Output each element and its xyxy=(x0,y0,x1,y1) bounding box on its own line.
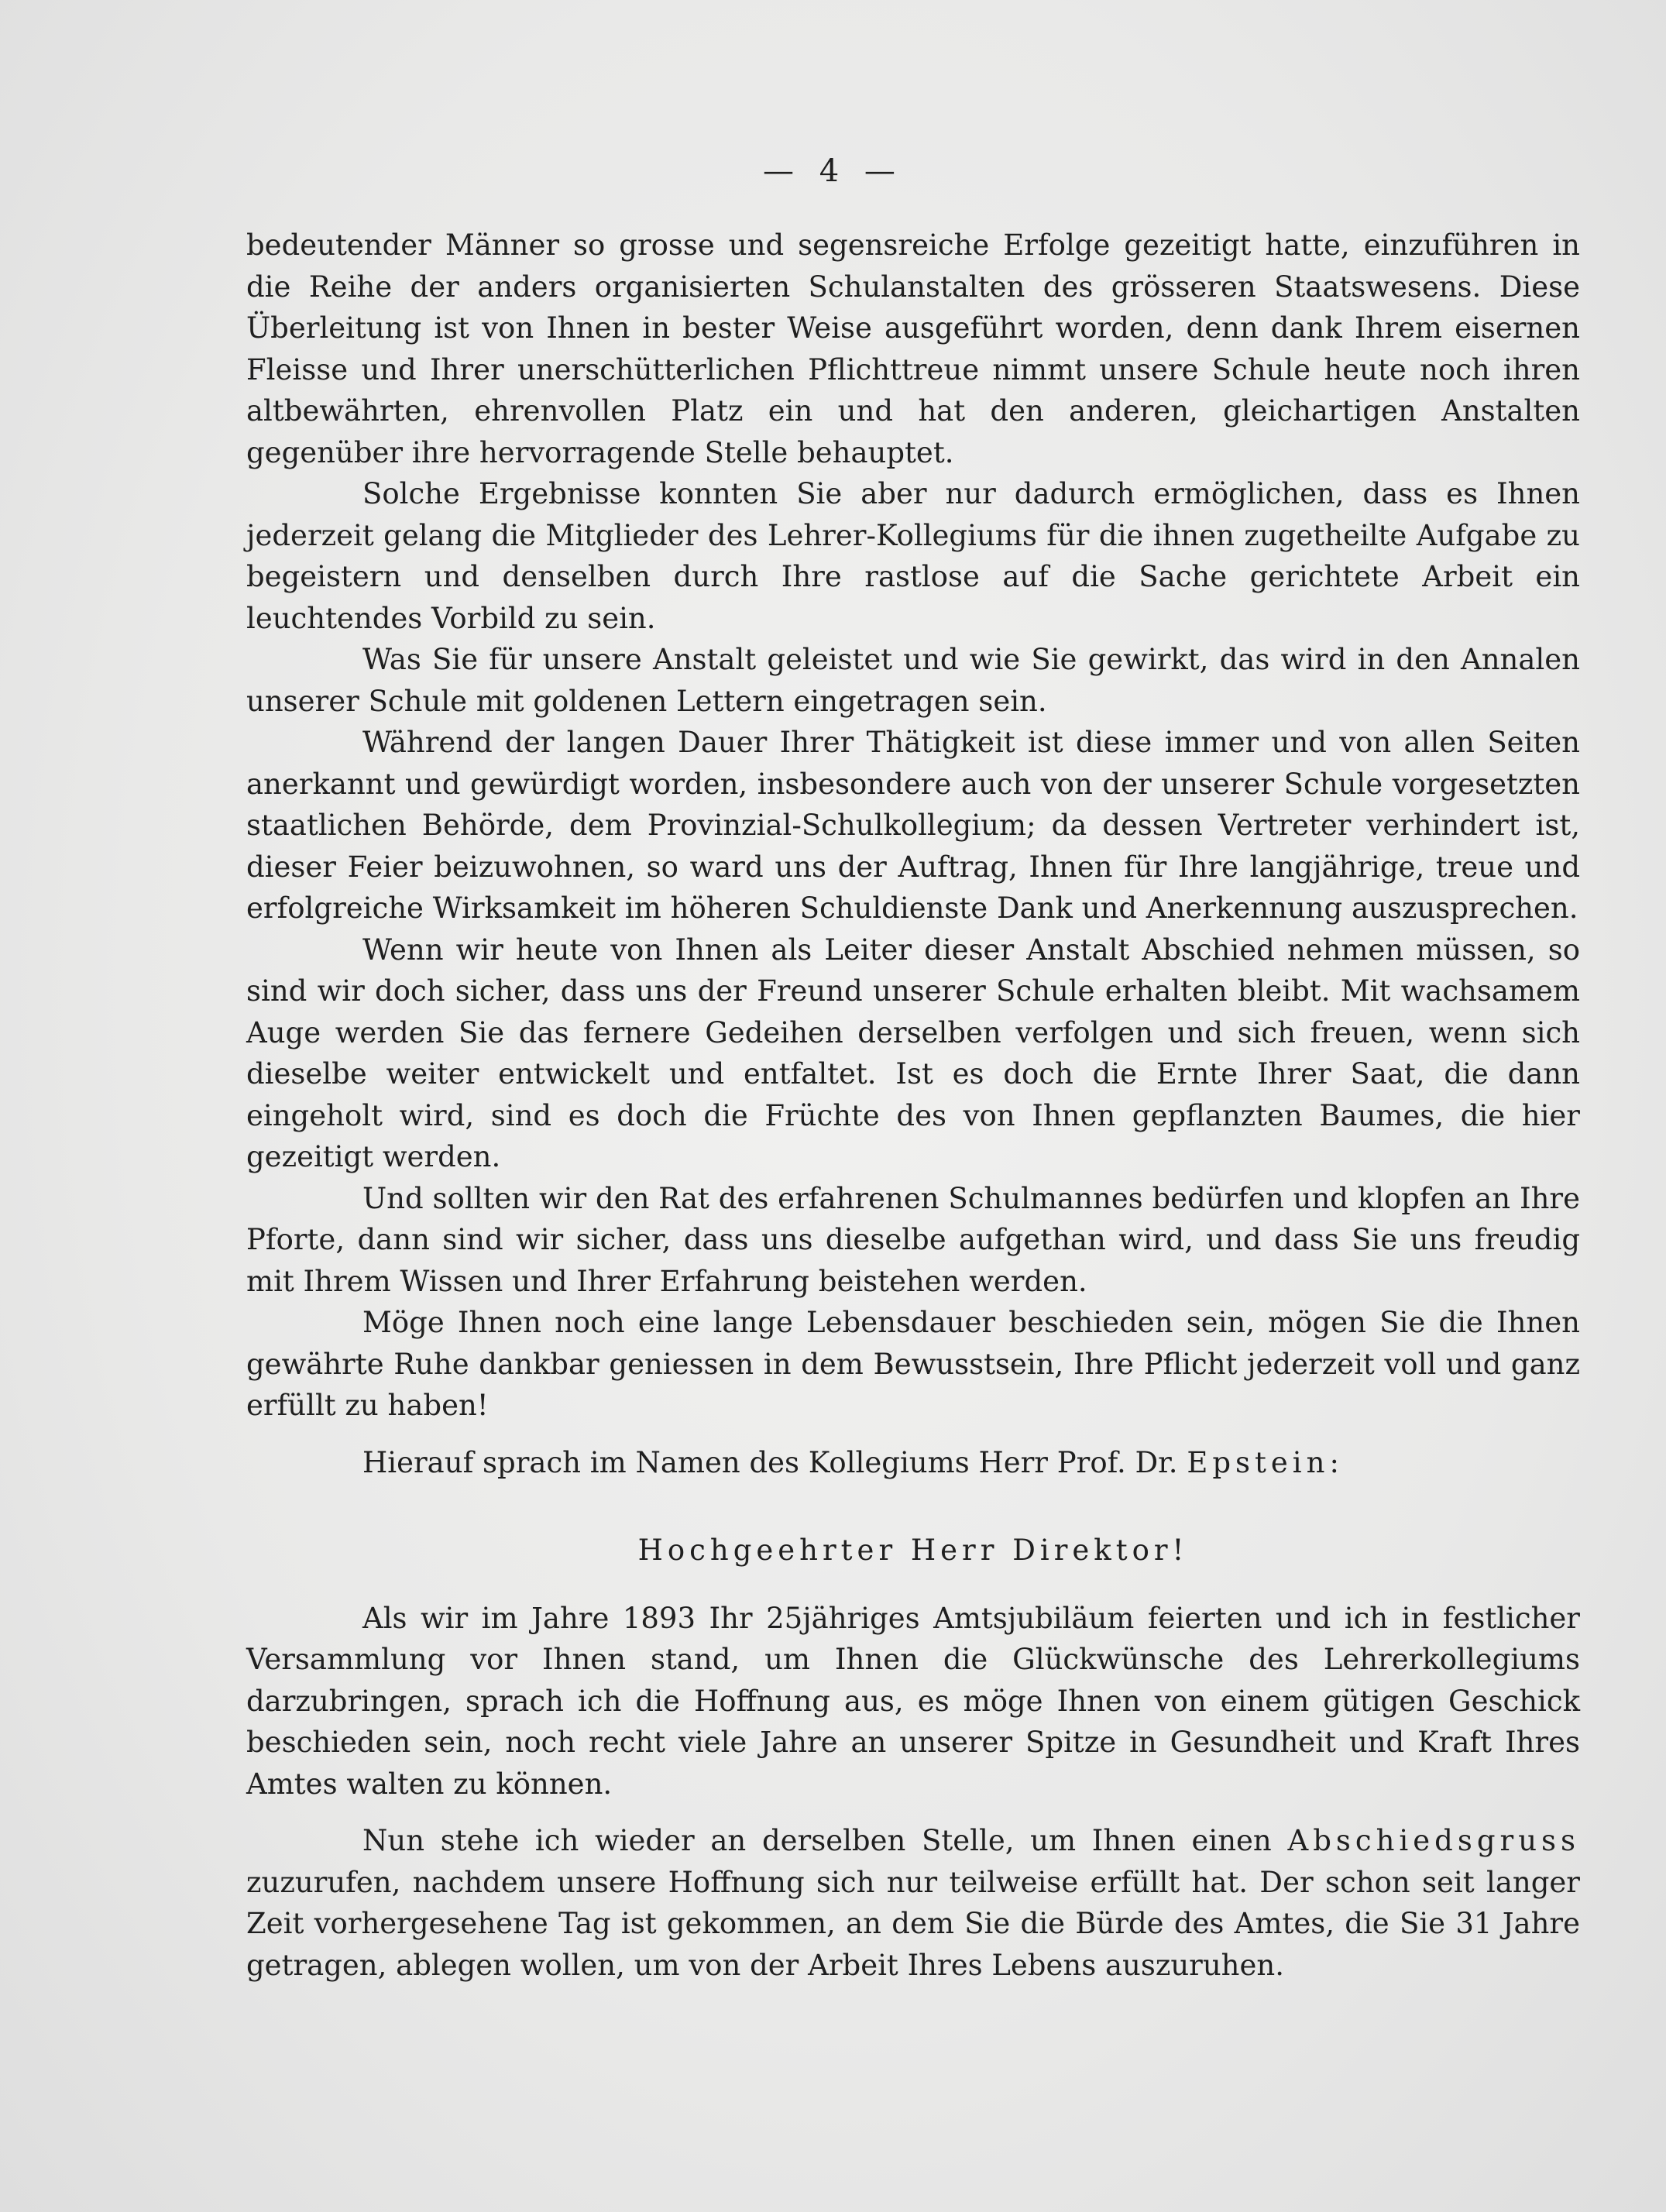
speaker-intro: Hierauf sprach im Namen des Kollegiums Herr Prof. Dr. xyxy=(362,1445,1178,1479)
speaker-line xyxy=(246,1442,1580,1484)
paragraph: Als wir im Jahre 1893 Ihr 25jähriges Amtsjubiläum feierten und ich in festlicher Versammlung vor Ihnen stand, um Ihnen die Glückwünsche des Lehrerkollegiums darzubringen, sprach ich die Hoffnung aus, es möge Ihnen von einem gütigen Geschick beschieden sein, noch recht viele Jahre an unserer Spitze in Gesundheit und Kraft Ihres Amtes walten zu können. xyxy=(246,1601,1580,1801)
emphasized-word: Abschiedsgruss xyxy=(1287,1824,1581,1857)
paragraph: Möge Ihnen noch eine lange Lebensdauer beschieden sein, mögen Sie die Ihnen gewährte Ruhe dankbar geniessen in dem Bewusstsein, Ihre Pflicht jederzeit voll und ganz erfüllt zu haben! xyxy=(246,1306,1580,1422)
paragraph: Und sollten wir den Rat des erfahrenen Schulmannes bedürfen und klopfen an Ihre Pforte, dann sind wir sicher, dass uns dieselbe aufgethan wird, und dass Sie uns freudig mit Ihrem Wissen und Ihrer Erfahrung beistehen werden. xyxy=(246,1181,1580,1298)
speaker-name: Epstein: xyxy=(1187,1445,1344,1479)
page-number: — 4 — xyxy=(763,153,903,189)
paragraph: Solche Ergebnisse konnten Sie aber nur dadurch ermöglichen, dass es Ihnen jederzeit gelang die Mitglieder des Lehrer-Kollegiums für die ihnen zugetheilte Aufgabe zu begeistern und denselben durch Ihre rastlose auf die Sache gerichtete Arbeit ein leuchtendes Vorbild zu sein. xyxy=(246,477,1580,635)
paragraph: Wenn wir heute von Ihnen als Leiter dieser Anstalt Abschied nehmen müssen, so sind wir doch sicher, dass uns der Freund unserer Schule erhalten bleibt. Mit wachsamem Auge werden Sie das fernere Gedeihen derselben verfolgen und sich freuen, wenn sich dieselbe weiter entwickelt und entfaltet. Ist es doch die Ernte Ihrer Saat, die dann eingeholt wird, sind es doch die Früchte des von Ihnen gepflanzten Baumes, die hier gezeitigt werden. xyxy=(246,933,1580,1173)
paragraph: bedeutender Männer so grosse und segensreiche Erfolge gezeitigt hatte, einzuführen in die Reihe der anders organisierten Schulanstalten des grösseren Staatswesens. Diese Überleitung ist von Ihnen in bester Weise ausgeführt worden, denn dank Ihrem eisernen Fleisse und Ihrer unerschütterlichen Pflichttreue nimmt unsere Schule heute noch ihren altbewährten, ehrenvollen Platz ein und hat den anderen, gleichartigen Anstalten gegenüber ihre hervorragende Stelle behauptet. xyxy=(246,228,1580,469)
body-text xyxy=(246,225,1580,1986)
paragraph xyxy=(246,1820,1580,1986)
paragraph: Was Sie für unsere Anstalt geleistet und wie Sie gewirkt, das wird in den Annalen unserer Schule mit goldenen Lettern eingetragen sein. xyxy=(246,643,1580,718)
paragraph: Während der langen Dauer Ihrer Thätigkeit ist diese immer und von allen Seiten anerkannt und gewürdigt worden, insbesondere auch von der unserer Schule vorgesetzten staatlichen Behörde, dem Provinzial-Schulkollegium; da dessen Vertreter verhindert ist, dieser Feier beizuwohnen, so ward uns der Auftrag, Ihnen für Ihre langjährige, treue und erfolgreiche Wirksamkeit im höheren Schuldienste Dank und Anerkennung auszusprechen. xyxy=(246,726,1580,925)
salutation: Hochgeehrter Herr Direktor! xyxy=(637,1534,1189,1567)
paragraph-text: Nun stehe ich wieder an derselben Stelle, um Ihnen einen xyxy=(362,1824,1272,1857)
paragraph-text: zuzurufen, nachdem unsere Hoffnung sich nur teilweise erfüllt hat. Der schon seit langer Zeit vorhergesehene Tag ist gekommen, an dem Sie die Bürde des Amtes, die Sie 31 Jahre getragen, ablegen wollen, um von der Arbeit Ihres Lebens auszuruhen. xyxy=(246,1865,1580,1982)
